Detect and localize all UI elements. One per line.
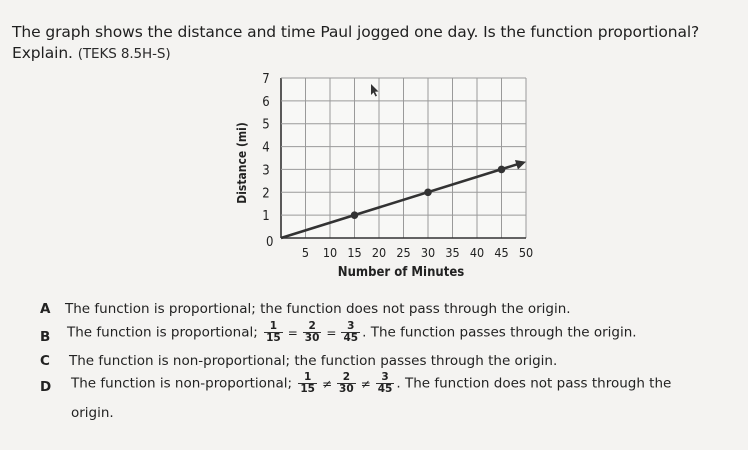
y-tick-label: 4 xyxy=(262,140,270,156)
option-a[interactable] xyxy=(40,301,740,319)
y-tick-label: 3 xyxy=(262,163,270,179)
option-text: The function is proportional; the function does not pass through the origin. xyxy=(65,301,571,317)
graph-grid xyxy=(281,78,526,238)
fraction: $\frac{3}{45}$ xyxy=(343,320,359,344)
option-c[interactable] xyxy=(40,353,740,371)
option-text: The function is proportional; xyxy=(67,324,258,341)
y-tick-label: 2 xyxy=(262,186,270,202)
x-axis-label: Number of Minutes xyxy=(337,265,465,280)
option-text: The function is non-proportional; the function passes through the origin. xyxy=(69,353,558,369)
data-point xyxy=(498,166,506,174)
x-tick-label: 30 xyxy=(420,245,436,260)
x-tick-label: 45 xyxy=(494,245,509,260)
fraction: $\frac{2}{30}$ xyxy=(339,371,354,395)
y-tick-label: 5 xyxy=(262,117,270,133)
fraction: $\frac{1}{15}$ xyxy=(266,320,281,344)
option-text-wrap: origin. xyxy=(71,405,114,421)
x-tick-label: 10 xyxy=(322,245,338,260)
option-b[interactable]: B The function is proportional; $\frac{1}{15}$ = $\frac{2}{30}$ = $\frac{3}{45}$ . The function passes through the origin. xyxy=(40,320,637,345)
option-letter: C xyxy=(40,353,50,369)
y-tick-label: 7 xyxy=(262,72,270,87)
x-tick-label: 25 xyxy=(396,245,411,260)
x-tick-label: 50 xyxy=(518,245,534,260)
option-d[interactable]: D The function is non-proportional; $\frac{1}{15}$ ≠ $\frac{2}{30}$ ≠ $\frac{3}{45}$ . The function does not pass through the origin. xyxy=(40,371,672,421)
x-tick-label: 35 xyxy=(445,245,460,260)
option-letter: D xyxy=(40,379,52,395)
x-tick-label: 20 xyxy=(371,245,387,260)
question-prompt: The graph shows the distance and time Paul jogged one day. Is the function proportional? Explain. xyxy=(12,23,700,62)
fraction: $\frac{1}{15}$ xyxy=(300,371,315,395)
x-tick-label: 5 xyxy=(301,245,310,260)
y-axis-label: Distance (mi) xyxy=(235,122,249,204)
origin-label: 0 xyxy=(266,235,274,250)
option-letter: B xyxy=(40,329,51,345)
y-tick-label: 1 xyxy=(262,209,270,225)
x-tick-label: 40 xyxy=(469,245,485,260)
data-point xyxy=(351,211,359,219)
fraction: $\frac{3}{45}$ xyxy=(377,371,393,395)
option-text-continued: . The function does not pass through the xyxy=(396,375,672,392)
y-tick-label: 6 xyxy=(262,94,270,110)
option-text-continued: . The function passes through the origin. xyxy=(362,324,637,341)
x-tick-label: 15 xyxy=(347,245,362,260)
option-letter: A xyxy=(40,301,51,317)
option-text: The function is non-proportional; xyxy=(71,375,293,392)
standard-code: (TEKS 8.5H-S) xyxy=(77,46,171,62)
data-point xyxy=(424,188,432,196)
fraction: $\frac{2}{30}$ xyxy=(304,320,320,344)
